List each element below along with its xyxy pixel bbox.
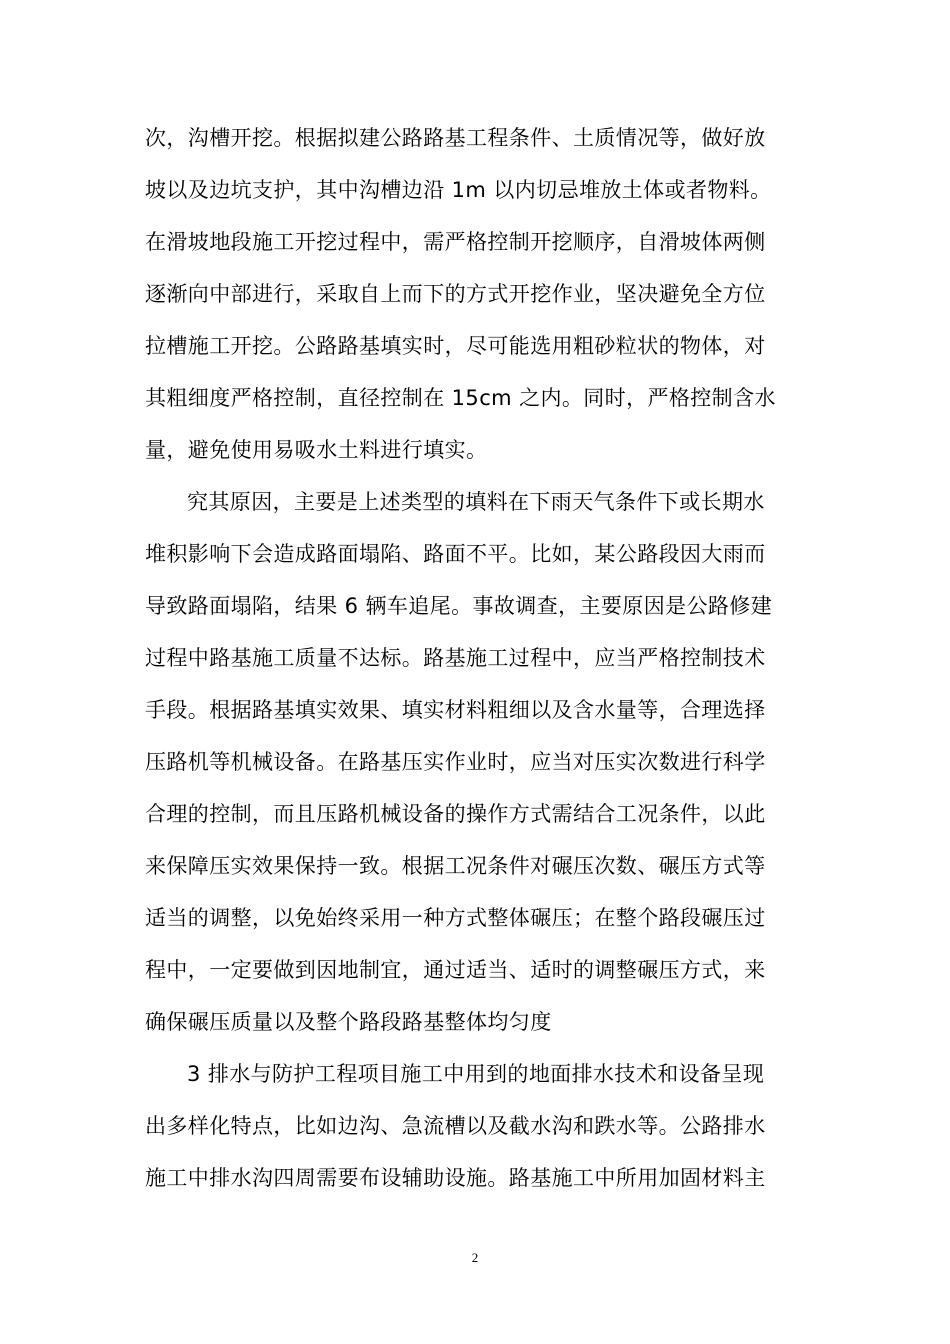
text-line: 程中，一定要做到因地制宜，通过适当、适时的调整碾压方式，来 [145,958,766,982]
text-line: 压路机等机械设备。在路基压实作业时，应当对压实次数进行科学 [145,750,766,774]
text-line: 合理的控制，而且压路机械设备的操作方式需结合工况条件，以此 [145,802,766,826]
text-line: 适当的调整，以免始终采用一种方式整体碾压；在整个路段碾压过 [145,906,766,930]
page-number: 2 [471,1250,479,1265]
text-line: 堆积影响下会造成路面塌陷、路面不平。比如，某公路段因大雨而 [145,542,766,566]
text-line: 3 排水与防护工程项目施工中用到的地面排水技术和设备呈现 [187,1062,765,1086]
text-line: 拉槽施工开挖。公路路基填实时，尽可能选用粗砂粒状的物体，对 [145,334,766,358]
body-text [145,116,805,1208]
text-line: 出多样化特点，比如边沟、急流槽以及截水沟和跌水等。公路排水 [145,1114,766,1138]
text-line: 来保障压实效果保持一致。根据工况条件对碾压次数、碾压方式等 [145,854,766,878]
text-line: 手段。根据路基填实效果、填实材料粗细以及含水量等，合理选择 [145,698,766,722]
text-line: 过程中路基施工质量不达标。路基施工过程中，应当严格控制技术 [145,646,766,670]
text-line: 确保碾压质量以及整个路段路基整体均匀度 [145,1010,552,1034]
text-line: 在滑坡地段施工开挖过程中，需严格控制开挖顺序，自滑坡体两侧 [145,230,766,254]
text-line: 次，沟槽开挖。根据拟建公路路基工程条件、土质情况等，做好放 [145,126,766,150]
text-line: 坡以及边坑支护，其中沟槽边沿 1m 以内切忌堆放土体或者物料。 [145,178,772,202]
text-line: 量，避免使用易吸水土料进行填实。 [145,438,488,462]
text-line: 究其原因，主要是上述类型的填料在下雨天气条件下或长期水 [187,490,765,514]
text-line: 其粗细度严格控制，直径控制在 15cm 之内。同时，严格控制含水 [145,386,776,410]
text-line: 导致路面塌陷，结果 6 辆车追尾。事故调查，主要原因是公路修建 [145,594,773,618]
text-line: 逐渐向中部进行，采取自上而下的方式开挖作业，坚决避免全方位 [145,282,766,306]
text-line: 施工中排水沟四周需要布设辅助设施。路基施工中所用加固材料主 [145,1166,766,1190]
